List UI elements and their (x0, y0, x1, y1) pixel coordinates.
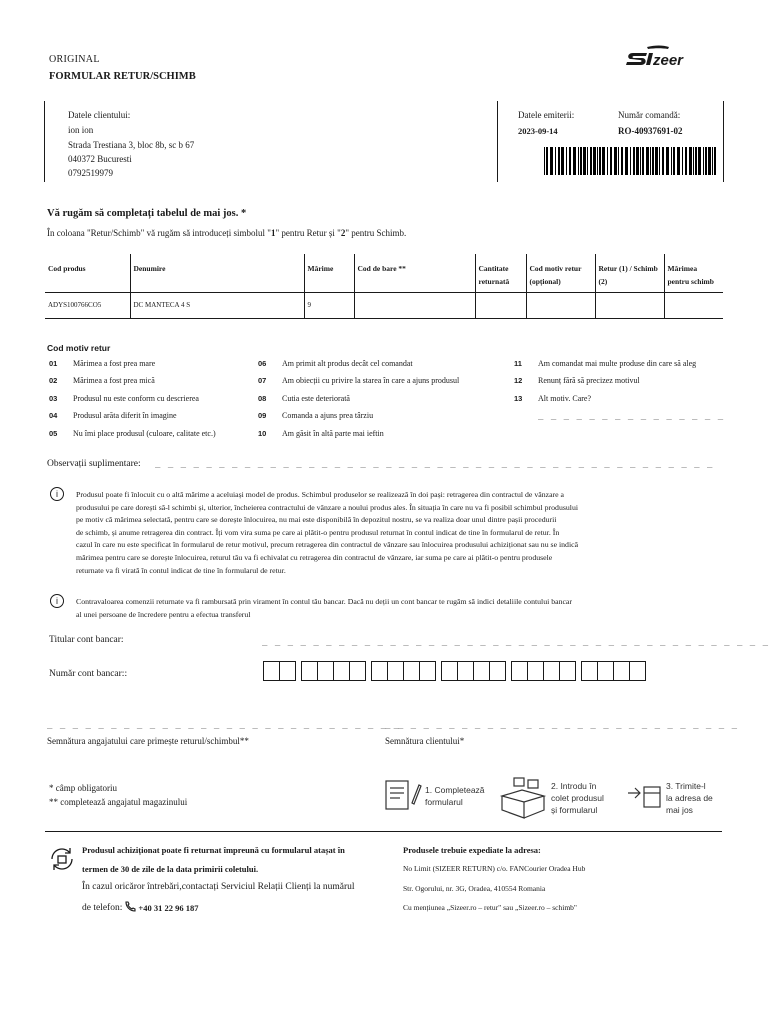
row-quantity-input[interactable] (475, 292, 526, 318)
step-3-text (666, 780, 713, 816)
reason-text: Am obiecții cu privire la starea în care a ajuns produsul (282, 376, 460, 385)
reason-text: Am comandat mai multe produse din care să aleg (538, 359, 697, 368)
barcode-bar (685, 147, 687, 175)
iban-group[interactable] (581, 661, 646, 681)
step-2-line-2: colet produsul (551, 793, 604, 803)
bank-number-label: Număr cont bancar:: (49, 669, 128, 679)
form-icon (384, 779, 422, 813)
employee-signature-label: Semnătura angajatului care primește returul/schimbul** (47, 736, 249, 746)
barcode-bar (546, 147, 548, 175)
reason-codes-title: Cod motiv retur (47, 343, 111, 353)
barcode-bar (671, 147, 672, 175)
reason-text: Mărimea a fost prea mică (73, 376, 155, 385)
return-symbol: 1 (270, 228, 276, 238)
step-2-line-1: 2. Introdu în (551, 781, 597, 791)
iban-group[interactable] (263, 661, 296, 681)
col-product-name: Denumire (130, 254, 304, 292)
return-items-table (45, 254, 723, 319)
barcode-bar (393, 295, 396, 315)
shipping-address-line-1: No Limit (SIZEER RETURN) c/o. FANCourier Oradea Hub (403, 864, 586, 873)
required-footnote: * câmp obligatoriu (49, 783, 117, 793)
barcode-bar (640, 147, 641, 175)
barcode-bar (677, 147, 680, 175)
barcode-bar (373, 295, 376, 315)
svg-text:zeer: zeer (653, 52, 684, 69)
reason-text: Cutia este deteriorată (282, 394, 350, 403)
barcode-bar (625, 147, 628, 175)
info-line: de schimb, și anume retragerea din contract. Îți vom vira suma pe care ai plătit-o pentru produsul returnat în contul indicat de tine în formularul de retur. În (76, 527, 560, 537)
reason-text: Am găsit în altă parte mai ieftin (282, 429, 384, 438)
sizeer-logo (625, 43, 720, 75)
barcode-bar (633, 147, 635, 175)
iban-group[interactable] (441, 661, 506, 681)
barcode-bar (652, 147, 654, 175)
client-label: Datele clientului: (68, 110, 131, 120)
barcode-bar (714, 147, 716, 175)
step-1-text (425, 784, 485, 808)
contact-info-line-1: În cazul oricăror întrebări,contactați Serviciul Relații Clienți la numărul (82, 882, 355, 892)
barcode-bar (445, 295, 448, 315)
contact-info-line-2 (82, 901, 198, 915)
reason-item (514, 394, 591, 403)
phone-label: de telefon: (82, 903, 123, 913)
barcode-bar (650, 147, 651, 175)
reason-text: Comanda a ajuns prea târziu (282, 411, 374, 420)
step-1-line-1: 1. Completează (425, 785, 485, 795)
order-number: RO-40937691-02 (618, 126, 683, 136)
iban-group[interactable] (511, 661, 576, 681)
barcode-bar (597, 147, 598, 175)
barcode-bar (453, 295, 455, 315)
step-1-line-2: formularul (425, 797, 463, 807)
barcode-bar (382, 295, 385, 315)
reason-num: 13 (514, 394, 523, 403)
col-return-exchange: Retur (1) / Schimb (2) (595, 254, 664, 292)
original-label: ORIGINAL (49, 54, 100, 65)
barcode-bar (400, 295, 402, 315)
table-header-row (45, 254, 723, 292)
barcode-bar (468, 295, 471, 315)
reason-item (514, 376, 640, 385)
table-row (45, 292, 723, 318)
info-icon: i (50, 594, 64, 608)
barcode-bar (464, 295, 466, 315)
step-3-line-2: la adresa de (666, 793, 713, 803)
barcode-bar (566, 147, 567, 175)
exchange-symbol: 2 (340, 228, 346, 238)
barcode-bar (461, 295, 462, 315)
reason-num: 03 (49, 394, 58, 403)
barcode-bar (398, 295, 399, 315)
info-line: Produsul poate fi înlocuit cu o altă mărime a aceluiași model de produs. Schimbul produselor se realizează în doi pași: retragerea din contractul de vânzare a (76, 490, 564, 499)
barcode-bar (602, 147, 605, 175)
bank-holder-field[interactable]: _ _ _ _ _ _ _ _ _ _ _ _ _ _ _ _ _ _ _ _ _ _ _ _ _ _ _ _ _ _ _ _ _ _ _ _ _ _ _ _ (262, 637, 769, 647)
step-3-line-3: mai jos (666, 805, 693, 815)
step-2-line-3: și formularul (551, 805, 598, 815)
barcode-bar (673, 147, 675, 175)
bank-number-boxes[interactable] (263, 661, 646, 681)
reason-num: 06 (258, 359, 267, 368)
barcode-bar (363, 295, 366, 315)
barcode-bar (578, 147, 579, 175)
issue-date: 2023-09-14 (518, 126, 558, 136)
barcode-bar (367, 295, 368, 315)
reason-num: 12 (514, 376, 523, 385)
shipping-address-title: Produsele trebuie expediate la adresa: (403, 845, 541, 855)
barcode-bar (642, 147, 644, 175)
barcode-bar (404, 295, 407, 315)
form-title: FORMULAR RETUR/SCHIMB (49, 71, 196, 82)
info-line: mărimea pentru care se dorește înlocuirea, returul tău va fi echivalat cu retragerea din contractul de vânzare, iar suma pe care ai plătit-o pentru produsele (76, 552, 553, 562)
shipping-address-line-2: Str. Ogorului, nr. 3G, Oradea, 410554 Romania (403, 884, 546, 893)
barcode-bar (550, 147, 553, 175)
exchange-info-paragraph (76, 489, 716, 577)
reason-item (49, 411, 177, 420)
employee-footnote: ** completează angajatul magazinului (49, 797, 188, 807)
barcode-bar (621, 147, 623, 175)
barcode-bar (544, 147, 545, 175)
barcode-bar (587, 147, 588, 175)
reason-num: 02 (49, 376, 58, 385)
reason-item (258, 411, 373, 420)
issue-date-label: Datele emiterii: (518, 110, 575, 120)
barcode-bar (558, 147, 560, 175)
phone-icon (124, 901, 136, 915)
reason-text: Produsul arăta diferit în imagine (73, 411, 177, 420)
client-street: Strada Trestiana 3, bloc 8b, sc b 67 (68, 140, 195, 150)
reason-num: 08 (258, 394, 267, 403)
barcode-bar (416, 295, 419, 315)
barcode-bar (432, 295, 434, 315)
barcode-bar (435, 295, 438, 315)
barcode-bar (662, 147, 664, 175)
return-deadline-line-1: Produsul achiziționat poate fi returnat împreună cu formularul atașat în (82, 845, 345, 855)
barcode-bar (360, 295, 362, 315)
barcode-bar (599, 147, 601, 175)
step-2-text (551, 780, 604, 816)
barcode-bar (377, 295, 378, 315)
info-line: pe motiv că mărimea selectată, pentru care se dorește înlocuirea, nu mai este disponibilă în depozitul nostru, se va realiza doar unul dintre pașii procedurii (76, 515, 557, 525)
reason-text: Mărimea a fost prea mare (73, 359, 156, 368)
instructions-text-after: " pentru Schimb. (345, 228, 407, 238)
reason-num: 10 (258, 429, 267, 438)
barcode-bar (695, 147, 697, 175)
product-barcode (357, 295, 473, 315)
col-barcode: Cod de bare ** (354, 254, 475, 292)
row-barcode-cell (354, 292, 475, 318)
barcode-bar (420, 295, 421, 315)
reason-item (49, 376, 155, 385)
reason-item (258, 376, 459, 385)
reason-num: 07 (258, 376, 267, 385)
barcode-bar (689, 147, 692, 175)
reason-text: Nu îmi place produsul (culoare, calitate etc.) (73, 429, 216, 438)
barcode-bar (590, 147, 592, 175)
barcode-bar (583, 147, 586, 175)
barcode-bar (655, 147, 658, 175)
package-icon (498, 776, 548, 822)
shipping-address-line-3: Cu mențiunea „Sizeer.ro – retur" sau „Sizeer.ro – schimb" (403, 903, 577, 912)
barcode-bar (422, 295, 424, 315)
barcode-bar (580, 147, 582, 175)
reason-item (258, 394, 350, 403)
col-product-code: Cod produs (48, 264, 86, 273)
barcode-bar (666, 147, 669, 175)
return-deadline-line-2: termen de 30 de zile de la data primirii coletului. (82, 864, 259, 874)
barcode-bar (439, 295, 440, 315)
barcode-bar (379, 295, 381, 315)
bank-holder-label: Titular cont bancar: (49, 635, 124, 645)
reason-text: Alt motiv. Care? (538, 394, 592, 403)
barcode-bar (409, 295, 410, 315)
client-signature-field[interactable]: _ _ _ _ _ _ _ _ _ _ _ _ _ _ _ _ _ _ _ _ _ _ _ _ _ _ _ _ (385, 720, 739, 730)
reason-item (258, 429, 384, 438)
barcode-bar (610, 147, 612, 175)
client-signature-label: Semnătura clientului* (385, 736, 465, 746)
barcode-bar (630, 147, 631, 175)
reason-item (49, 394, 199, 403)
col-size: Mărime (304, 254, 354, 292)
employee-signature-field[interactable]: _ _ _ _ _ _ _ _ _ _ _ _ _ _ _ _ _ _ _ _ _ _ _ _ _ _ _ _ (47, 720, 401, 730)
reason-item (514, 359, 696, 368)
info-line: al unei persoane de încredere pentru a efectua transferul (76, 609, 251, 619)
barcode-bar (618, 147, 619, 175)
barcode-bar (555, 147, 556, 175)
refund-info-paragraph (76, 596, 716, 621)
reason-item (49, 359, 155, 368)
info-line: produsului pe care dorești să-l schimbi și, ulterior, încheierea contractului de vânzare a noului produs ales. În situația în care nu va fi posibil schimbul produsului (76, 502, 579, 512)
barcode-bar (646, 147, 649, 175)
barcode-bar (569, 147, 571, 175)
reason-num: 01 (49, 359, 58, 368)
barcode-bar (614, 147, 617, 175)
barcode-bar (369, 295, 371, 315)
barcode-bar (386, 295, 387, 315)
barcode-bar (456, 295, 459, 315)
col-quantity: Cantitate returnată (475, 254, 526, 292)
barcode-bar (450, 295, 451, 315)
order-barcode (544, 147, 720, 175)
row-exchange-size-input[interactable] (664, 292, 723, 318)
barcode-bar (357, 295, 358, 315)
step-3-line-1: 3. Trimite-l (666, 781, 706, 791)
return-box-icon (48, 846, 76, 874)
col-exchange-size: Mărimea pentru schimb (664, 254, 723, 292)
iban-group[interactable] (371, 661, 436, 681)
info-line: cazul în care nu este specificat în formularul de retur motivul, precum retragerea din contractul de vânzare sau înlocuirea produsului achiziționat sau nu se indică (76, 540, 579, 550)
barcode-bar (412, 295, 414, 315)
barcode-bar (441, 295, 443, 315)
footer-divider (45, 831, 722, 832)
client-phone: 0792519979 (68, 168, 113, 178)
barcode-bar (682, 147, 683, 175)
order-number-label: Număr comandă: (618, 110, 681, 120)
barcode-bar (705, 147, 707, 175)
row-reason-input[interactable] (526, 292, 595, 318)
barcode-bar (561, 147, 564, 175)
instructions-text-mid: " pentru Retur și " (275, 228, 341, 238)
client-city: 040372 Bucuresti (68, 154, 132, 164)
iban-group[interactable] (301, 661, 366, 681)
barcode-bar (636, 147, 639, 175)
reason-item (49, 429, 216, 438)
reason-num: 11 (514, 359, 522, 368)
reason-num: 05 (49, 429, 58, 438)
instructions-text-before: În coloana "Retur/Schimb" vă rugăm să introduceți simbolul " (47, 228, 271, 238)
reason-num: 04 (49, 411, 58, 420)
observations-field[interactable]: _ _ _ _ _ _ _ _ _ _ _ _ _ _ _ _ _ _ _ _ _ _ _ _ _ _ _ _ _ _ _ _ _ _ _ _ _ _ _ _ _ _ _ _ (155, 459, 714, 469)
table-instructions-heading: Vă rugăm să completați tabelul de mai jos. * (47, 208, 247, 219)
barcode-bar (593, 147, 596, 175)
info-line: returnate va fi virată în contul indicat de tine în formularul de retur. (76, 565, 286, 575)
col-reason-code: Cod motiv retur (opțional) (526, 254, 595, 292)
reason-text: Am primit alt produs decât cel comandat (282, 359, 413, 368)
phone-number[interactable]: +40 31 22 96 187 (138, 903, 199, 913)
send-box-icon (626, 779, 662, 815)
barcode-bar (659, 147, 660, 175)
barcode-bar (425, 295, 428, 315)
other-reason-field[interactable]: _ _ _ _ _ _ _ _ _ _ _ _ _ _ _ (538, 411, 725, 421)
reason-text: Produsul nu este conform cu descrierea (73, 394, 199, 403)
table-instructions-text (47, 228, 406, 238)
barcode-bar (693, 147, 694, 175)
barcode-bar (607, 147, 608, 175)
row-size: 9 (304, 292, 354, 318)
barcode-bar (712, 147, 713, 175)
barcode-bar (389, 295, 391, 315)
row-product-name: DC MANTECA 4 S (130, 292, 304, 318)
barcode-bar (430, 295, 431, 315)
row-product-code: ADYS100766CO5 (45, 292, 130, 318)
barcode-bar (708, 147, 711, 175)
barcode-bar (698, 147, 701, 175)
observations-label: Observații suplimentare: (47, 459, 141, 469)
info-icon: i (50, 487, 64, 501)
info-line: Contravaloarea comenzii returnate va fi rambursată prin virament în contul tău bancar. Dacă nu deții un cont bancar te rugăm să indici detaliile contului bancar (76, 597, 572, 606)
reason-item (258, 359, 413, 368)
reason-num: 09 (258, 411, 267, 420)
reason-text: Renunț fără să precizez motivul (538, 376, 640, 385)
barcode-bar (573, 147, 576, 175)
row-return-exchange-input[interactable] (595, 292, 664, 318)
barcode-bar (703, 147, 704, 175)
client-name: ion ion (68, 125, 94, 135)
